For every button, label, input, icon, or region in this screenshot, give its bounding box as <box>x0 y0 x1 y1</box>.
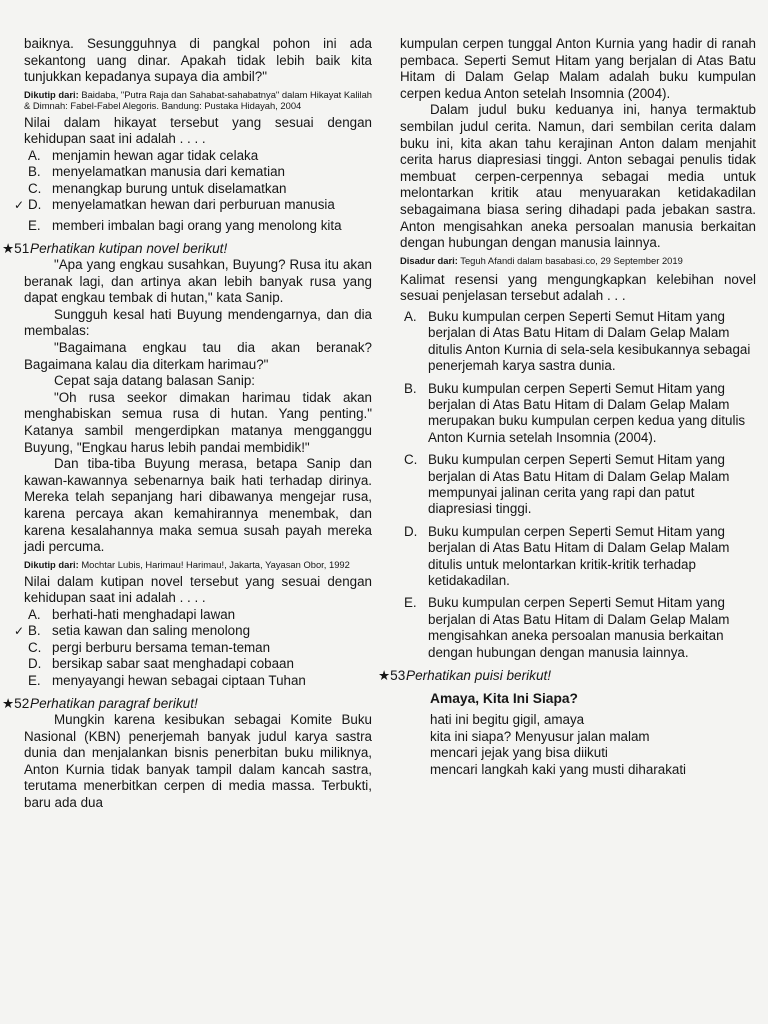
q51-stem: Nilai dalam kutipan novel tersebut yang sesuai dengan kehidupan saat ini adalah . . . . <box>24 573 372 606</box>
option-text: Buku kumpulan cerpen Seperti Semut Hitam yang berjalan di Atas Batu Hitam di Dalam Gelap Malam mengisahkan aneka persoalan manusia berkaitan dengan hubungan dengan manusia lainnya. <box>428 595 730 660</box>
option-letter: C. <box>404 452 418 468</box>
q51-number: ★51. <box>2 241 34 256</box>
q52-option-e[interactable] <box>400 595 756 661</box>
q51-option-a[interactable] <box>24 607 372 623</box>
poem-title: Amaya, Kita Ini Siapa? <box>430 691 578 707</box>
q50-option-d[interactable] <box>14 197 372 213</box>
q52-paragraph: Mungkin karena kesibukan sebagai Komite Buku Nasional (KBN) penerjemah banyak judul karya sastra dunia dan menjalankan bisnis penerbitan buku miliknya, Anton Kurnia tidak banyak tampil dalam kancah sastra, terutama menerbitkan cerpen di media massa. Terbukti, baru ada dua <box>24 711 372 810</box>
q52-option-d[interactable] <box>400 524 756 590</box>
option-letter: E. <box>404 595 417 611</box>
option-letter: E. <box>28 672 41 688</box>
option-letter: C. <box>28 639 42 655</box>
q52-number: ★52. <box>2 695 34 711</box>
q51-options <box>14 606 372 689</box>
poem-line: mencari langkah kaki yang musti diharakati <box>430 761 687 777</box>
q52-options <box>400 309 756 661</box>
option-text: menyelamatkan hewan dari perburuan manusia <box>52 197 335 213</box>
q50-source <box>24 89 372 111</box>
q52-option-b[interactable] <box>400 381 756 447</box>
q52-instruction: Perhatikan paragraf berikut! <box>30 695 198 711</box>
q51-instruction: Perhatikan kutipan novel berikut! <box>30 241 228 256</box>
q50-option-a[interactable] <box>24 148 372 164</box>
right-column <box>378 36 756 778</box>
option-text: berhati-hati menghadapi lawan <box>52 606 236 622</box>
q50-option-c[interactable] <box>24 181 372 197</box>
poem-line: kita ini siapa? Menyusur jalan malam <box>430 728 650 744</box>
option-letter: B. <box>28 164 41 180</box>
option-text: pergi berburu bersama teman-teman <box>52 639 271 655</box>
option-text: Buku kumpulan cerpen Seperti Semut Hitam yang berjalan di Atas Batu Hitam di Dalam Gelap Malam ditulis Anton Kurnia di sela-sela kesibukannya sebagai penerjemah karya sastra dunia. <box>428 308 751 374</box>
q53-heading <box>378 667 756 684</box>
q52-paragraph-second: Dalam judul buku keduanya ini, hanya termaktub sembilan judul cerita. Namun, dari sembilan cerita dalam buku ini, kita akan tahu kerajinan Anton dalam menjahit cerita harus diapresiasi tinggi. Anton sebagai penulis tidak membuat cerpen-cerpennya sebagai media untuk melontarkan kritik atau menyuarakan ketidakadilan sebagaimana biasa sering dihadapi pada jebakan sastra. Anton mengisahkan aneka persoalan manusia berkaitan dengan hubungan dengan manusia lainnya. <box>400 102 756 251</box>
option-text: Buku kumpulan cerpen Seperti Semut Hitam yang berjalan di Atas Batu Hitam di Dalam Gelap Malam mempunyai jalinan cerita yang rapi dan patut diapresiasi tinggi. <box>428 452 730 517</box>
source-text: Mochtar Lubis, Harimau! Harimau!, Jakarta, Yayasan Obor, 1992 <box>81 558 350 570</box>
option-text: menyayangi hewan sebagai ciptaan Tuhan <box>52 672 306 688</box>
option-letter: E. <box>28 217 41 233</box>
q51-option-e[interactable] <box>24 673 372 689</box>
poem-line: hati ini begitu gigil, amaya <box>430 712 585 728</box>
q51-source <box>24 559 372 570</box>
left-column <box>2 36 373 811</box>
option-text: setia kawan dan saling menolong <box>52 623 251 639</box>
option-letter: C. <box>28 180 42 196</box>
option-letter: D. <box>28 197 42 213</box>
q52-source <box>400 255 756 266</box>
option-letter: A. <box>404 308 417 324</box>
option-letter: A. <box>28 147 41 163</box>
checkmark-icon: ✓ <box>14 624 25 639</box>
q51-heading <box>2 240 372 257</box>
q52-heading <box>2 695 372 712</box>
option-letter: A. <box>28 606 41 622</box>
q51-paragraph: "Oh rusa seekor dimakan harimau tidak akan menghabiskan semua rusa di hutan. Yang penting." Katanya sambil mengerdipkan matanya mengganggu Buyung, "Engkau harus lebih pandai membidik!" <box>24 389 372 455</box>
option-text: memberi imbalan bagi orang yang menolong kita <box>52 217 342 233</box>
q52-option-a[interactable] <box>400 309 756 375</box>
q50-options <box>14 147 372 234</box>
option-letter: D. <box>404 523 418 539</box>
option-text: menjamin hewan agar tidak celaka <box>52 147 259 163</box>
q51-option-d[interactable] <box>24 656 372 672</box>
q53-instruction: Perhatikan puisi berikut! <box>406 668 552 684</box>
poem-line: mencari jejak yang bisa diikuti <box>430 745 608 761</box>
q51-paragraph: "Apa yang engkau susahkan, Buyung? Rusa itu akan beranak lagi, dan artinya akan lebih banyak rusa yang dapat engkau tembak di hutan," kata Sanip. <box>24 257 372 306</box>
q50-option-e[interactable] <box>24 218 372 234</box>
option-letter: B. <box>28 623 41 639</box>
q51-paragraph: Cepat saja datang balasan Sanip: <box>54 373 256 389</box>
option-letter: D. <box>28 656 42 672</box>
q51-paragraph: Sungguh kesal hati Buyung mendengarnya, dan dia membalas: <box>24 306 372 339</box>
option-text: menyelamatkan manusia dari kematian <box>52 164 285 180</box>
source-label: Dikutip dari: <box>24 558 79 570</box>
q53-number: ★53. <box>378 668 410 684</box>
q50-passage-tail: baiknya. Sesungguhnya di pangkal pohon ini ada sekantong uang dinar. Apakah tidak lebih baik kita tunjukkan kepadanya supaya dia ambil?" <box>24 36 372 85</box>
q51-option-b[interactable] <box>14 623 372 639</box>
q52-stem: Kalimat resensi yang mengungkapkan kelebihan novel sesuai penjelasan tersebut adalah . . . <box>400 271 756 304</box>
q51-paragraph: Dan tiba-tiba Buyung merasa, betapa Sanip dan kawan-kawannya sebenarnya baik hati terhadap dirinya. Mereka telah sepanjang hari dibawanya mengejar rusa, karena percaya akan kemahirannya menembak, dan karena kesalahannya maka semua susah payah mereka jadi percuma. <box>24 456 372 555</box>
source-text: Baidaba, "Putra Raja dan Sahabat-sahabatnya" dalam Hikayat Kalilah & Dimnah: Fabel-Fabel Alegoris. Bandung: Pustaka Hidayah, 2004 <box>24 88 373 111</box>
q50-option-b[interactable] <box>24 164 372 180</box>
q50-stem: Nilai dalam hikayat tersebut yang sesuai dengan kehidupan saat ini adalah . . . . <box>24 114 372 147</box>
source-label: Disadur dari: <box>400 254 458 266</box>
checkmark-icon: ✓ <box>14 198 25 213</box>
q51-paragraph: "Bagaimana engkau tau dia akan beranak? Bagaimana kalau dia diterkam harimau?" <box>24 339 372 372</box>
option-text: bersikap sabar saat menghadapi cobaan <box>52 656 294 672</box>
source-label: Dikutip dari: <box>24 88 79 100</box>
option-text: Buku kumpulan cerpen Seperti Semut Hitam yang berjalan di Atas Batu Hitam di Dalam Gelap Malam ditulis untuk melontarkan kritik-kritik terhadap ketidakadilan. <box>428 523 730 588</box>
q52-paragraph-continued: kumpulan cerpen tunggal Anton Kurnia yang hadir di ranah pembaca. Seperti Semut Hitam yang berjalan di Atas Batu Hitam di Dalam Gelap Malam adalah buku kumpulan cerpen kedua Anton setelah Insomnia (2004). <box>400 36 756 101</box>
q51-option-c[interactable] <box>24 640 372 656</box>
option-letter: B. <box>404 380 417 396</box>
source-text: Teguh Afandi dalam basabasi.co, 29 September 2019 <box>460 254 683 266</box>
option-text: Buku kumpulan cerpen Seperti Semut Hitam yang berjalan di Atas Batu Hitam di Dalam Gelap Malam merupakan buku kumpulan cerpen kedua yang ditulis Anton Kurnia setelah Insomnia (2004). <box>428 380 746 445</box>
option-text: menangkap burung untuk diselamatkan <box>52 180 287 196</box>
q52-option-c[interactable] <box>400 452 756 518</box>
